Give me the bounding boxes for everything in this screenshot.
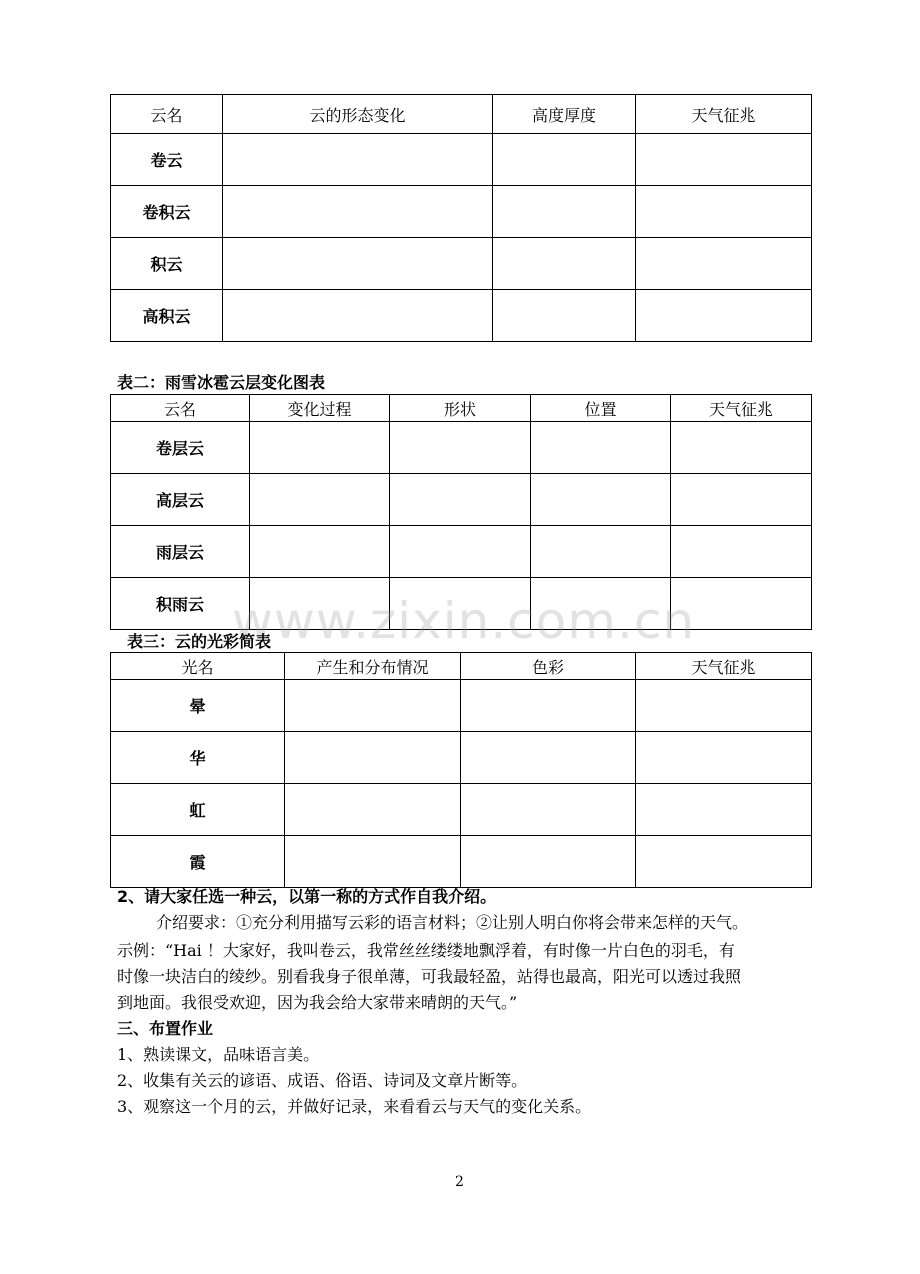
row-label: 积云	[111, 238, 223, 290]
row-label: 卷云	[111, 134, 223, 186]
table-cell	[390, 526, 531, 578]
column-header: 天气征兆	[636, 95, 812, 134]
paragraph-line: 介绍要求：①充分利用描写云彩的语言材料；②让别人明白你将会带来怎样的天气。	[156, 913, 749, 932]
task2-title: 2、请大家任选一种云，以第一称的方式作自我介绍。	[117, 887, 497, 906]
column-header: 天气征兆	[636, 653, 812, 680]
table-row	[111, 836, 812, 888]
column-header: 形状	[390, 395, 531, 422]
table-cell	[531, 526, 671, 578]
table-cell	[636, 134, 812, 186]
column-header: 高度厚度	[493, 95, 636, 134]
table-cell	[671, 422, 812, 474]
column-header: 云名	[111, 95, 223, 134]
row-label: 卷积云	[111, 186, 223, 238]
row-label: 高层云	[111, 474, 250, 526]
table-cell	[223, 238, 493, 290]
column-header: 光名	[111, 653, 285, 680]
section3-title: 三、布置作业	[117, 1019, 214, 1038]
table-row	[111, 186, 812, 238]
row-label: 霞	[111, 836, 285, 888]
table-cell	[250, 422, 390, 474]
table-cell	[636, 836, 812, 888]
paragraph-line: 示例：“Hai ！大家好，我叫卷云，我常丝丝缕缕地飘浮着，有时像一片白色的羽毛，有	[117, 941, 735, 960]
homework-item: 1、熟读课文，品味语言美。	[117, 1045, 320, 1064]
homework-item: 3、观察这一个月的云，并做好记录，来看看云与天气的变化关系。	[117, 1097, 592, 1116]
table-cell	[636, 784, 812, 836]
table-cell	[531, 474, 671, 526]
column-header: 位置	[531, 395, 671, 422]
row-label: 虹	[111, 784, 285, 836]
table-cell	[636, 680, 812, 732]
table2-caption: 表二：雨雪冰雹云层变化图表	[117, 373, 326, 392]
table-cell	[531, 422, 671, 474]
page-number: 2	[455, 1174, 464, 1190]
table-cell	[223, 290, 493, 342]
row-label: 高积云	[111, 290, 223, 342]
table-cell	[285, 732, 461, 784]
table-cell	[223, 186, 493, 238]
cloud-shape-table	[110, 94, 812, 342]
table-header-row	[111, 653, 812, 680]
table-cell	[493, 238, 636, 290]
table-cell	[493, 134, 636, 186]
table-cell	[390, 474, 531, 526]
table-cell	[285, 680, 461, 732]
table-cell	[285, 836, 461, 888]
row-label: 卷层云	[111, 422, 250, 474]
table-row	[111, 238, 812, 290]
watermark: www.zixin.com.cn	[232, 592, 696, 650]
table-row	[111, 680, 812, 732]
paragraph-line: 时像一块洁白的绫纱。别看我身子很单薄，可我最轻盈，站得也最高，阳光可以透过我照	[117, 967, 742, 986]
row-label: 晕	[111, 680, 285, 732]
row-label: 积雨云	[111, 578, 250, 630]
table-cell	[461, 680, 636, 732]
table-cell	[250, 474, 390, 526]
table-header-row	[111, 95, 812, 134]
table-row	[111, 784, 812, 836]
table-cell	[493, 186, 636, 238]
table-row	[111, 474, 812, 526]
column-header: 产生和分布情况	[285, 653, 461, 680]
column-header: 变化过程	[250, 395, 390, 422]
table-cell	[636, 732, 812, 784]
row-label: 雨层云	[111, 526, 250, 578]
cloud-light-table	[110, 652, 812, 888]
table-cell	[461, 836, 636, 888]
table-cell	[390, 422, 531, 474]
table3-caption: 表三：云的光彩简表	[127, 632, 272, 651]
table-cell	[461, 732, 636, 784]
table-row	[111, 526, 812, 578]
table-cell	[671, 526, 812, 578]
table-cell	[671, 474, 812, 526]
column-header: 天气征兆	[671, 395, 812, 422]
table-row	[111, 732, 812, 784]
table-cell	[636, 186, 812, 238]
row-label: 华	[111, 732, 285, 784]
table-row	[111, 290, 812, 342]
table-cell	[285, 784, 461, 836]
column-header: 色彩	[461, 653, 636, 680]
table-cell	[636, 290, 812, 342]
table-header-row	[111, 395, 812, 422]
table-cell	[250, 526, 390, 578]
column-header: 云名	[111, 395, 250, 422]
table-row	[111, 134, 812, 186]
column-header: 云的形态变化	[223, 95, 493, 134]
table-cell	[223, 134, 493, 186]
table-cell	[493, 290, 636, 342]
table-cell	[461, 784, 636, 836]
table-row	[111, 422, 812, 474]
paragraph-line: 到地面。我很受欢迎，因为我会给大家带来晴朗的天气。”	[117, 993, 518, 1012]
homework-item: 2、收集有关云的谚语、成语、俗语、诗词及文章片断等。	[117, 1071, 528, 1090]
table-cell	[636, 238, 812, 290]
